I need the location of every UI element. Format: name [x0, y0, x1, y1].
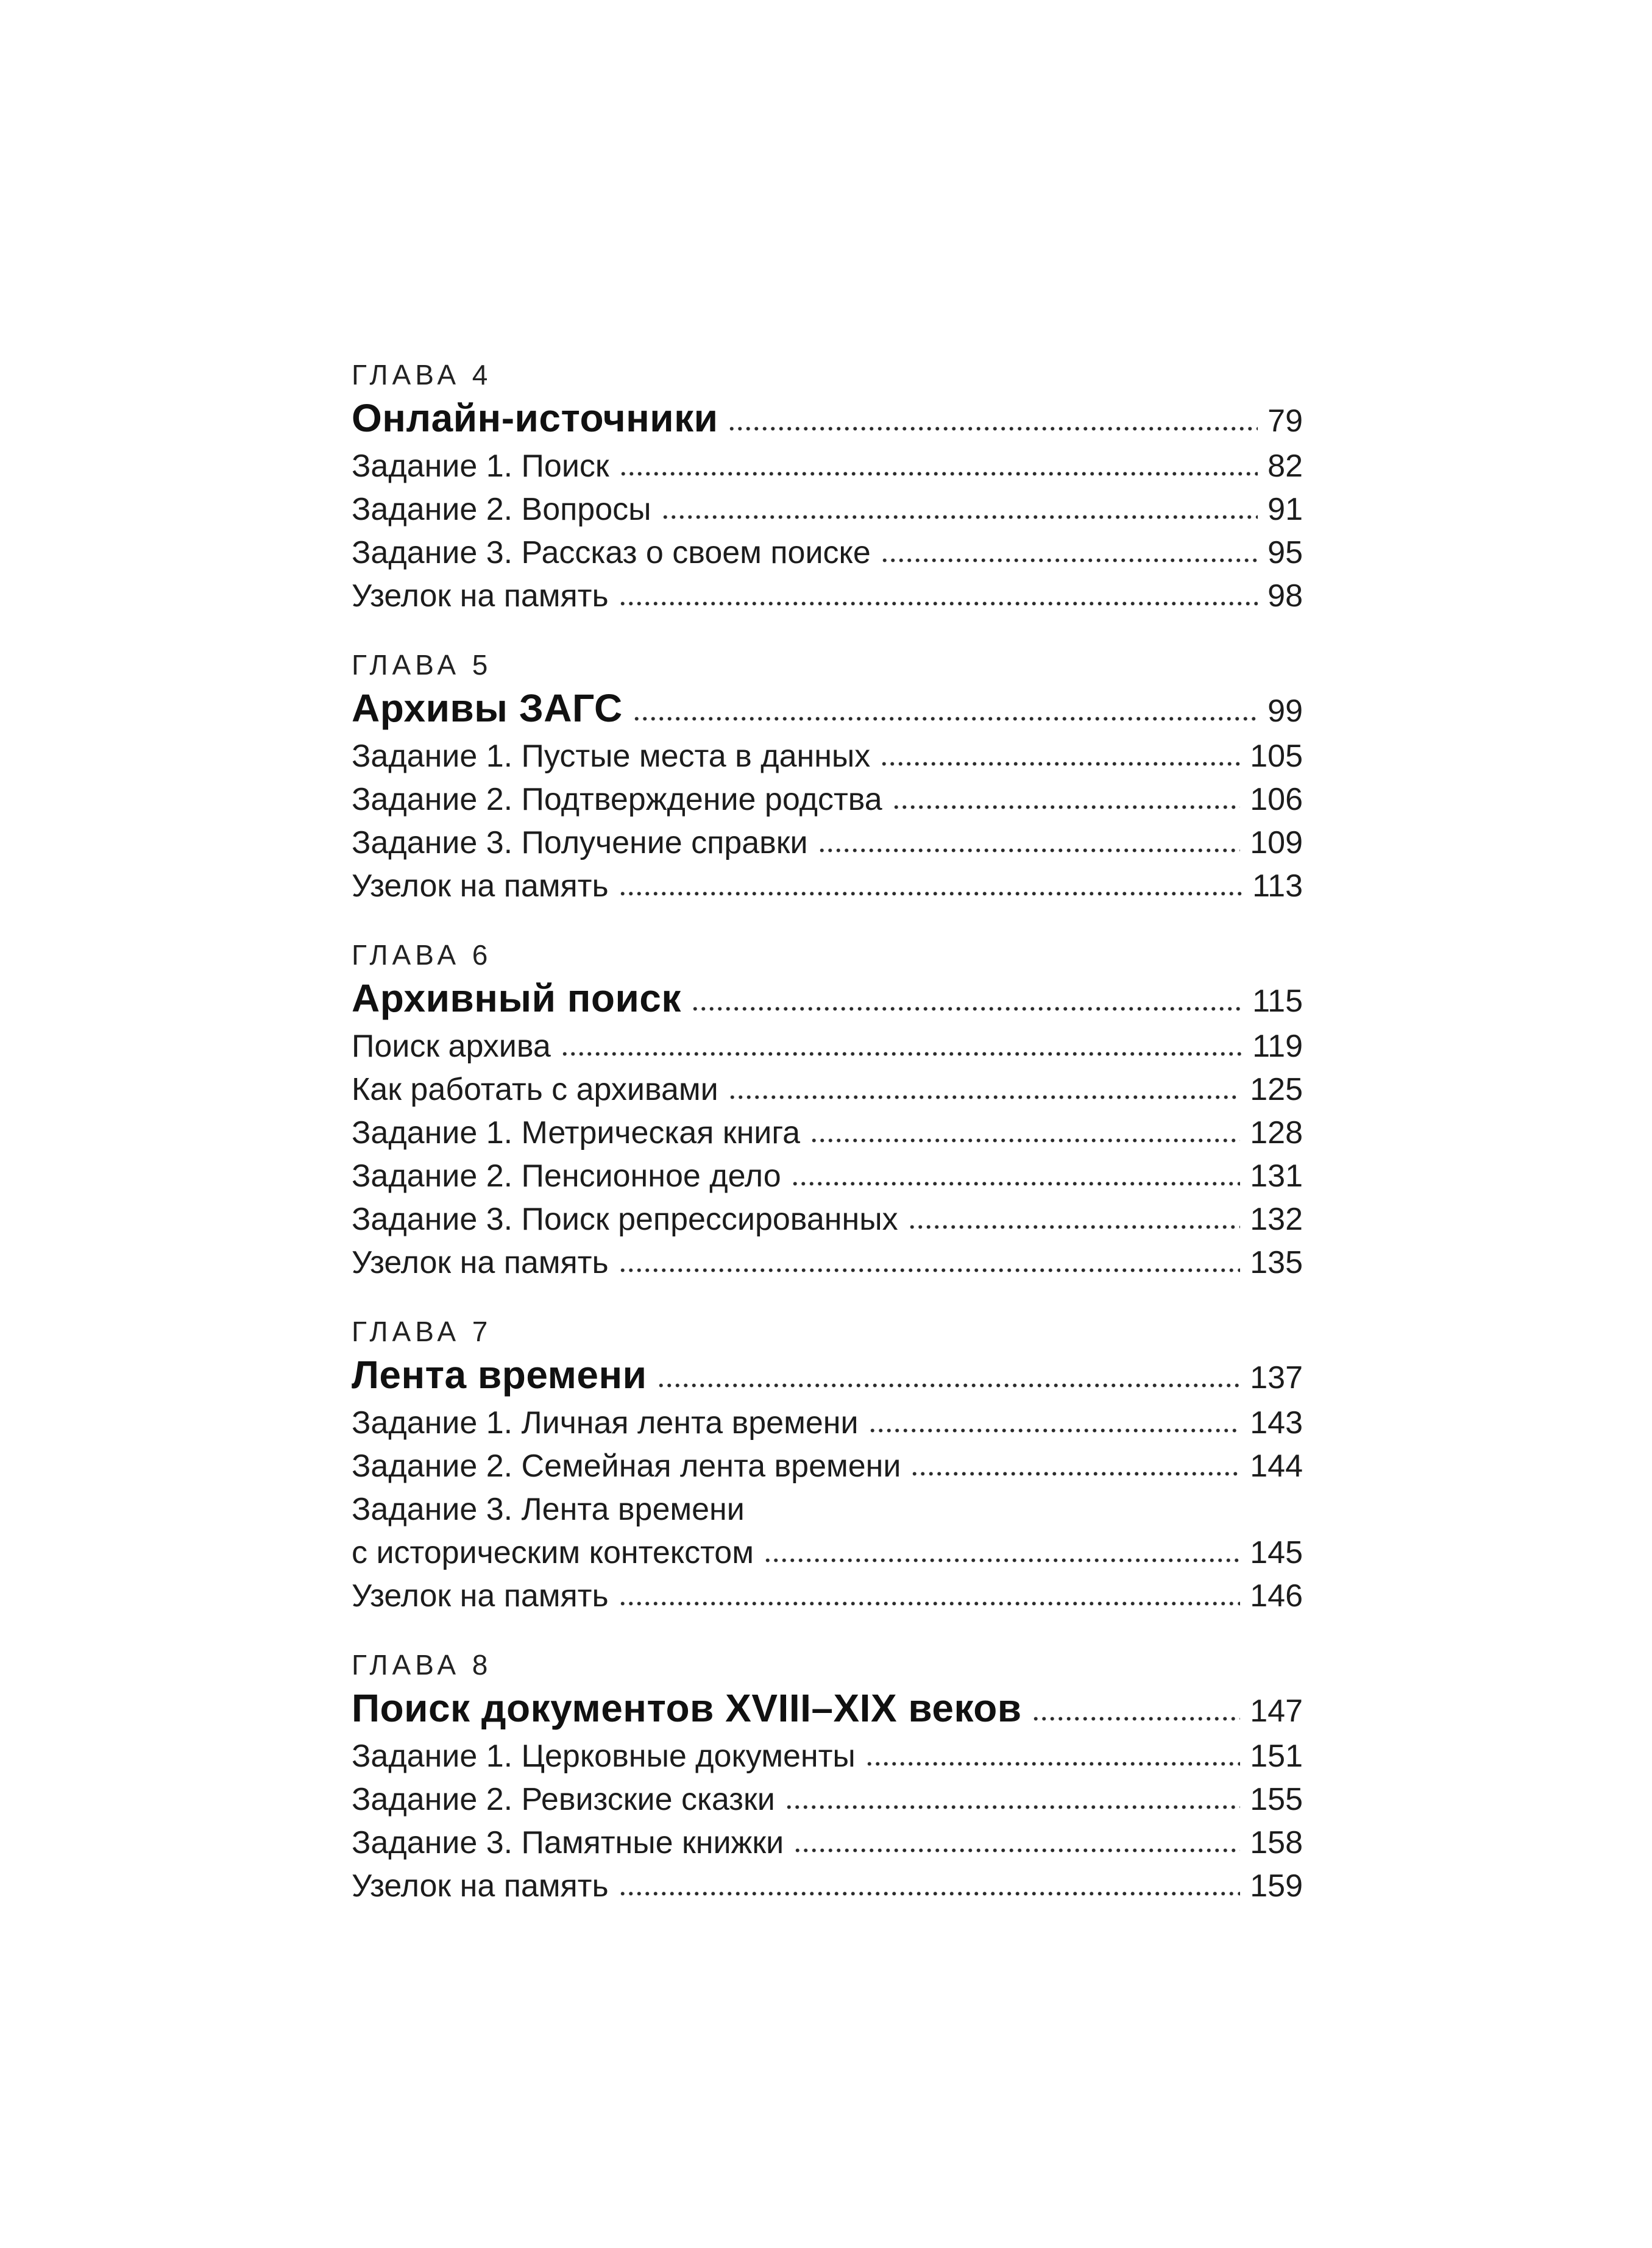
toc-entry	[352, 531, 1303, 575]
dot-leader	[880, 761, 1240, 767]
entry-page-number: 145	[1250, 1535, 1303, 1570]
entry-text: Поиск архива	[352, 1029, 551, 1064]
toc	[352, 353, 1303, 1908]
entry-page-number: 146	[1250, 1578, 1303, 1614]
toc-entry	[352, 445, 1303, 488]
chapter-title-line	[352, 1687, 1303, 1733]
chapter-entries	[352, 735, 1303, 908]
dot-leader	[865, 1761, 1240, 1767]
dot-leader	[868, 1428, 1241, 1433]
entry-text: Задание 2. Ревизские сказки	[352, 1782, 775, 1817]
entry-text: Задание 2. Пенсионное дело	[352, 1158, 781, 1194]
entry-page-number: 143	[1250, 1405, 1303, 1441]
entry-page-number: 82	[1267, 449, 1303, 484]
toc-chapter	[352, 1643, 1303, 1908]
chapter-label: ГЛАВА 5	[352, 649, 492, 681]
chapter-title: Поиск документов XVIII–XIX веков	[352, 1686, 1022, 1730]
chapter-title: Онлайн-источники	[352, 396, 718, 440]
toc-entry	[352, 778, 1303, 821]
toc-entry	[352, 735, 1303, 778]
chapter-label: ГЛАВА 8	[352, 1649, 492, 1681]
entry-text: Задание 1. Личная лента времени	[352, 1405, 859, 1441]
toc-entry	[352, 1735, 1303, 1778]
chapter-title-line	[352, 687, 1303, 733]
entry-page-number: 128	[1250, 1115, 1303, 1151]
entry-text: Задание 1. Церковные документы	[352, 1739, 856, 1774]
entry-text: Задание 3. Рассказ о своем поиске	[352, 535, 871, 570]
entry-text: Узелок на память	[352, 1868, 609, 1904]
toc-entry	[352, 1198, 1303, 1241]
chapter-label: ГЛАВА 6	[352, 939, 492, 971]
dot-leader	[561, 1051, 1243, 1057]
chapter-label: ГЛАВА 4	[352, 359, 492, 391]
entry-page-number: 91	[1267, 492, 1303, 527]
chapter-entries	[352, 1735, 1303, 1908]
chapter-label: ГЛАВА 7	[352, 1316, 492, 1347]
dot-leader	[619, 891, 1243, 896]
toc-entry	[352, 488, 1303, 531]
dot-leader	[619, 471, 1258, 477]
entry-text: Задание 1. Поиск	[352, 449, 609, 484]
entry-text: Задание 3. Получение справки	[352, 825, 808, 860]
toc-entry	[352, 1531, 1303, 1575]
entry-text: Как работать с архивами	[352, 1072, 718, 1107]
dot-leader	[619, 1601, 1241, 1606]
entry-text: Узелок на память	[352, 1578, 609, 1614]
entry-page-number: 132	[1250, 1202, 1303, 1237]
dot-leader	[619, 1891, 1241, 1896]
toc-entry	[352, 821, 1303, 865]
toc-entry	[352, 1402, 1303, 1445]
toc-entry	[352, 1068, 1303, 1112]
chapter-title: Архивы ЗАГС	[352, 686, 623, 730]
toc-entry	[352, 1778, 1303, 1821]
entry-page-number: 105	[1250, 739, 1303, 774]
entry-text: с историческим контекстом	[352, 1535, 754, 1570]
dot-leader	[791, 1181, 1241, 1186]
chapter-page-number: 147	[1250, 1693, 1303, 1729]
entry-page-number: 119	[1252, 1029, 1303, 1064]
entry-page-number: 135	[1250, 1245, 1303, 1280]
entry-text: Задание 2. Подтверждение родства	[352, 782, 882, 817]
entry-text: Задание 2. Семейная лента времени	[352, 1448, 901, 1484]
entry-page-number: 98	[1267, 578, 1303, 614]
entry-page-number: 106	[1250, 782, 1303, 817]
toc-entry	[352, 1575, 1303, 1618]
entry-page-number: 144	[1250, 1448, 1303, 1484]
dot-leader	[633, 716, 1258, 722]
toc-entry	[352, 1865, 1303, 1908]
dot-leader	[1032, 1716, 1241, 1721]
entry-text: Задание 3. Памятные книжки	[352, 1825, 784, 1860]
chapter-title-line	[352, 1353, 1303, 1400]
toc-entry	[352, 1241, 1303, 1285]
toc-chapter	[352, 644, 1303, 908]
toc-entry	[352, 865, 1303, 908]
chapter-title: Архивный поиск	[352, 976, 681, 1020]
entry-page-number: 131	[1250, 1158, 1303, 1194]
entry-text: Задание 2. Вопросы	[352, 492, 651, 527]
entry-text: Задание 1. Пустые места в данных	[352, 739, 871, 774]
toc-chapter	[352, 1310, 1303, 1618]
entry-text: Узелок на память	[352, 1245, 609, 1280]
entry-text: Узелок на память	[352, 868, 609, 904]
entry-text: Задание 3. Лента времени	[352, 1492, 745, 1527]
entry-page-number: 159	[1250, 1868, 1303, 1904]
dot-leader	[908, 1224, 1241, 1230]
dot-leader	[619, 601, 1258, 606]
dot-leader	[691, 1006, 1243, 1012]
entry-text: Узелок на память	[352, 578, 609, 614]
chapter-page-number: 115	[1252, 984, 1303, 1019]
chapter-page-number: 79	[1267, 403, 1303, 439]
chapter-entries	[352, 1025, 1303, 1285]
toc-entry	[352, 1488, 1303, 1531]
chapter-entries	[352, 1402, 1303, 1618]
entry-page-number: 155	[1250, 1782, 1303, 1817]
dot-leader	[910, 1471, 1240, 1477]
entry-page-number: 95	[1267, 535, 1303, 570]
toc-entry	[352, 1155, 1303, 1198]
dot-leader	[810, 1138, 1240, 1143]
dot-leader	[818, 848, 1241, 853]
chapter-page-number: 137	[1250, 1360, 1303, 1395]
entry-page-number: 113	[1252, 868, 1303, 904]
dot-leader	[793, 1848, 1240, 1853]
toc-chapter	[352, 934, 1303, 1285]
chapter-title-line	[352, 977, 1303, 1023]
dot-leader	[728, 1094, 1241, 1100]
toc-entry	[352, 575, 1303, 618]
toc-chapter	[352, 353, 1303, 618]
toc-entry	[352, 1445, 1303, 1488]
dot-leader	[657, 1383, 1241, 1388]
dot-leader	[892, 804, 1241, 810]
entry-page-number: 158	[1250, 1825, 1303, 1860]
chapter-page-number: 99	[1267, 693, 1303, 729]
chapter-title: Лента времени	[352, 1353, 647, 1397]
dot-leader	[619, 1268, 1241, 1273]
toc-entry	[352, 1821, 1303, 1865]
chapter-title-line	[352, 397, 1303, 443]
toc-entry	[352, 1112, 1303, 1155]
entry-page-number: 125	[1250, 1072, 1303, 1107]
entry-text: Задание 1. Метрическая книга	[352, 1115, 801, 1151]
entry-text: Задание 3. Поиск репрессированных	[352, 1202, 898, 1237]
chapter-entries	[352, 445, 1303, 618]
entry-page-number: 109	[1250, 825, 1303, 860]
dot-leader	[881, 558, 1258, 563]
dot-leader	[764, 1558, 1240, 1563]
dot-leader	[728, 426, 1258, 431]
entry-page-number: 151	[1250, 1739, 1303, 1774]
dot-leader	[785, 1804, 1240, 1810]
toc-entry	[352, 1025, 1303, 1068]
dot-leader	[661, 514, 1258, 520]
